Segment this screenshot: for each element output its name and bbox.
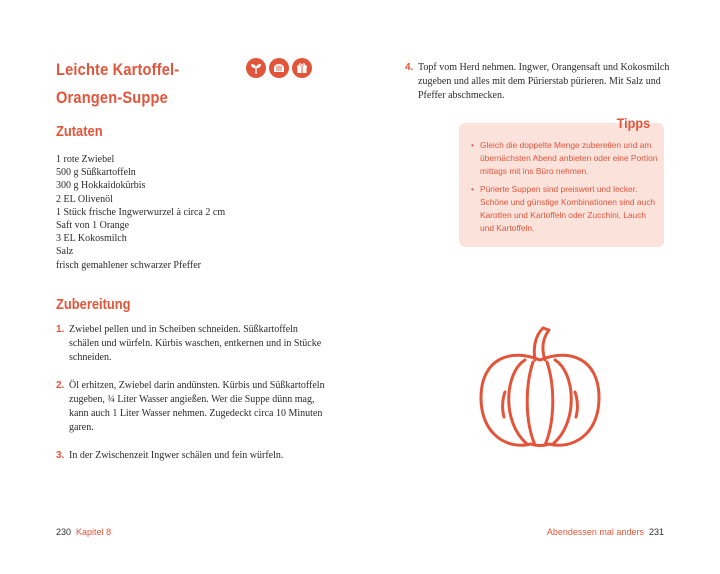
ingredient-item: 2 EL Olivenöl	[56, 193, 113, 205]
bullet-icon: •	[471, 184, 474, 195]
ingredient-item: frisch gemahlener schwarzer Pfeffer	[56, 259, 202, 271]
page-number: 231	[648, 527, 664, 537]
bread-icon	[269, 58, 289, 78]
preparation-steps	[56, 323, 326, 477]
ingredient-item: 1 Stück frische Ingwerwurzel à circa 2 cm	[56, 206, 226, 218]
tip-text: Pürierte Suppen sind preiswert und lecker. Schöne und günstige Kombinationen sind auch Karotten und Kartoffeln oder Zucchini, Lauch und Kartoffeln.	[480, 184, 656, 233]
step-text: Öl erhitzen, Zwiebel darin andünsten. Kürbis und Süßkartoffeln zugeben, ¾ Liter Wasser angießen. Wer die Suppe dünn mag, kann auch 1 Liter Wasser nehmen. Zugedeckt circa 10 Minuten garen.	[69, 380, 325, 433]
tips-heading: Tipps	[616, 115, 650, 131]
ingredient-item: 1 rote Zwiebel	[56, 154, 115, 165]
recipe-title	[56, 56, 219, 112]
ingredient-item: 3 EL Kokosmilch	[56, 233, 127, 245]
tips-box	[459, 115, 664, 247]
recipe-badges	[246, 58, 312, 78]
tip-text: Gleich die doppelte Menge zubereiten und am übernächsten Abend anbieten oder eine Portion mittags mit ins Büro nehmen.	[480, 140, 658, 176]
tip-item	[471, 183, 661, 234]
footer-left	[56, 527, 111, 537]
ingredient-item: 500 g Süßkartoffeln	[56, 167, 136, 179]
chapter-label: Abendessen mal anders	[546, 527, 644, 537]
tips-list	[471, 139, 661, 241]
step-item	[56, 323, 326, 365]
preparation-heading: Zubereitung	[56, 296, 131, 313]
ingredients-list	[56, 153, 225, 272]
step-number: 2.	[56, 380, 65, 391]
step-number: 4.	[405, 62, 414, 73]
title-line-1: Leichte Kartoffel-	[56, 60, 180, 79]
ingredient-item: 300 g Hokkaidokürbis	[56, 180, 146, 192]
step-number: 1.	[56, 324, 65, 335]
step-text: Topf vom Herd nehmen. Ingwer, Orangensaft und Kokosmilch zugeben und alles mit dem Pürierstab pürieren. Mit Salz und Pfeffer abschmecken.	[418, 62, 670, 101]
footer-right	[547, 527, 664, 537]
step-number: 3.	[56, 450, 65, 461]
sprout-icon	[246, 58, 266, 78]
pumpkin-icon	[475, 326, 605, 454]
title-line-2: Orangen-Suppe	[56, 88, 168, 107]
step-item	[56, 449, 326, 463]
ingredient-item: Salz	[56, 246, 74, 258]
tip-item	[471, 139, 661, 177]
preparation-steps-continued	[405, 61, 675, 117]
gift-icon	[292, 58, 312, 78]
step-item	[56, 379, 326, 435]
chapter-label: Kapitel 8	[76, 527, 112, 537]
step-text: Zwiebel pellen und in Scheiben schneiden. Süßkartoffeln schälen und würfeln. Kürbis waschen, entkernen und in Stücke schneiden.	[69, 324, 322, 363]
step-item	[405, 61, 675, 103]
step-text: In der Zwischenzeit Ingwer schälen und fein würfeln.	[69, 450, 284, 461]
page-number: 230	[56, 527, 72, 537]
bullet-icon: •	[471, 140, 474, 150]
ingredients-heading: Zutaten	[56, 123, 103, 140]
ingredient-item: Saft von 1 Orange	[56, 220, 130, 232]
right-page	[360, 0, 720, 574]
